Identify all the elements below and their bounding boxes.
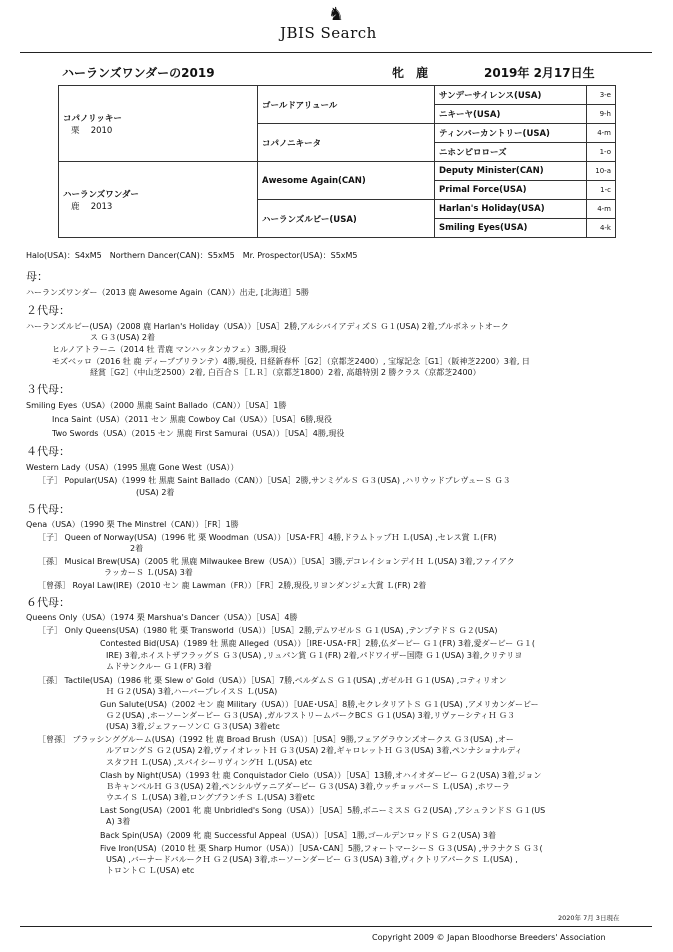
family-line: IRE) 3着,ホイストザフラッグＳ Ｇ３(USA) ,リュパン賞 Ｇ１(FR) 2着,パドワイザー国際 Ｇ１(USA) 3着,クリテリヨ	[106, 651, 523, 660]
family-line: Gun Salute(USA)（2002 セン 鹿 Military（USA））［UAE･USA］8勝,セクレタリアトＳ Ｇ１(USA) ,アメリカンダービー	[100, 700, 539, 709]
family-line: ＢキャンベルＨ Ｇ３(USA) 2着,ペンシルヴァニアダービー Ｇ３(USA) 3着,ウッチョッパーＳ Ｌ(USA) ,ホワーラ	[106, 782, 510, 791]
gg-cell: ニホンピロローズ	[435, 143, 587, 162]
dam-sire-cell: Awesome Again(CAN)	[258, 162, 435, 200]
copyright: Copyright 2009 © Japan Bloodhorse Breeders' Association	[372, 933, 606, 942]
family-line: Ｈ Ｇ２(USA) 3着,ハーバープレイスＳ Ｌ(USA)	[106, 687, 278, 696]
family-line: ヒルノアトラーニ（2014 牡 青鹿 マンハッタンカフェ）3勝,現役	[52, 345, 287, 354]
gg-cell: サンデーサイレンス(USA)	[435, 86, 587, 105]
gg-cell: Smiling Eyes(USA)	[435, 219, 587, 238]
family-line: ［曾孫］ ブラッシンググルーム(USA)（1992 牡 鹿 Broad Brush（USA））［USA］9勝,フェアグラウンズオークス Ｇ３(USA) ,オー	[38, 735, 514, 744]
family-line: モズベッロ（2016 牡 鹿 ディープブリランテ）4勝,現役, 日経新春杯［G2］（京都芝2400）, 宝塚記念［G1］（阪神芝2200）3着, 日	[52, 357, 530, 366]
birth-date: 2019年 2月17日生	[484, 66, 595, 80]
family-line: ラッカーＳ Ｌ(USA) 3着	[104, 568, 193, 577]
sire-name: コパノリッキー	[63, 113, 122, 124]
family-line: Smiling Eyes（USA）（2000 黒鹿 Saint Ballado（CAN））［USA］1勝	[26, 401, 287, 410]
family-line: Five Iron(USA)（2010 牡 栗 Sharp Humor（USA））［USA･CAN］5勝,フォートマーシーＳ Ｇ３(USA) ,サラナクＳ Ｇ３(	[100, 844, 543, 853]
family-line: スタフＨ Ｌ(USA) ,スパイシーリヴィングＨ Ｌ(USA) etc	[106, 758, 313, 767]
family-number: 1-c	[587, 181, 616, 200]
family-line: ［孫］ Musical Brew(USA)（2005 牝 黒鹿 Milwaukee Brew（USA））［USA］3勝,デコレイションデイＨ Ｌ(USA) 3着,ファイアク	[38, 557, 515, 566]
sire-sire-cell: ゴールドアリュール	[258, 86, 435, 124]
family-line: Queens Only（USA）（1974 栗 Marshua's Dancer（USA））［USA］4勝	[26, 613, 298, 622]
family-line: ルアロングＳ Ｇ２(USA) 2着,ヴァイオレットＨ Ｇ３(USA) 2着,ギャロレットＨ Ｇ３(USA) 3着,ペンナショナルディ	[106, 746, 523, 755]
logo-text: JBIS Search	[280, 24, 377, 42]
section-g5: ５代母：	[26, 503, 70, 516]
section-g4: ４代母：	[26, 445, 70, 458]
sex-color: 牝 鹿	[392, 66, 429, 80]
family-line: 2着	[130, 544, 144, 553]
family-number: 3-e	[587, 86, 616, 105]
family-line: Western Lady（USA）（1995 黒鹿 Gone West（USA））	[26, 463, 239, 472]
gg-cell: Primal Force(USA)	[435, 181, 587, 200]
family-line: Qena（USA）（1990 栗 The Minstrel（CAN））［FR］1勝	[26, 520, 239, 529]
family-number: 4-m	[587, 200, 616, 219]
family-line: Clash by Night(USA)（1993 牡 鹿 Conquistador Cielo（USA））［USA］13勝,オハイオダービー Ｇ２(USA) 3着,ジョン	[100, 771, 542, 780]
family-line: 経賞［G2］（中山芝2500）2着, 白百合Ｓ［ＬＲ］（京都芝1800）2着, 高雄特別 2 勝クラス（京都芝2400）	[90, 368, 481, 377]
sire-dam-cell: コパノニキータ	[258, 124, 435, 162]
family-line: ［孫］ Tactile(USA)（1986 牝 栗 Slew o' Gold（USA））［USA］7勝,ベルダムＳ Ｇ１(USA) ,ガゼルＨ Ｇ１(USA) ,コティリオン	[38, 676, 507, 685]
family-line: ハーランズルビー(USA)（2008 鹿 Harlan's Holiday（USA））［USA］2勝,アルシバイアディズＳ Ｇ１(USA) 2着,ブルボネットオーク	[26, 322, 509, 331]
section-g2: ２代母：	[26, 304, 70, 317]
report-date: 2020年 7月 3日現在	[558, 914, 620, 922]
dam-sub: 鹿 2013	[71, 201, 113, 212]
family-line: Contested Bid(USA)（1989 牡 黒鹿 Alleged（USA））［IRE･USA･FR］2勝,仏ダービー Ｇ１(FR) 3着,愛ダービー Ｇ１(	[100, 639, 535, 648]
family-line: USA) ,バーナードバルークＨ Ｇ２(USA) 3着,ホーソーンダービー Ｇ３(USA) 3着,ヴィクトリアパークＳ Ｌ(USA) ,	[106, 855, 518, 864]
family-number: 4-m	[587, 124, 616, 143]
gg-cell: ティンバーカントリー(USA)	[435, 124, 587, 143]
family-line: Last Song(USA)（2001 牝 鹿 Unbridled's Song（USA））［USA］5勝,ボニーミスＳ Ｇ２(USA) ,アシュランドＳ Ｇ１(US	[100, 806, 546, 815]
section-dam: 母：	[26, 270, 48, 283]
gg-cell: Harlan's Holiday(USA)	[435, 200, 587, 219]
family-line: A) 3着	[106, 817, 131, 826]
pedigree-table	[58, 85, 616, 238]
family-number: 9-h	[587, 105, 616, 124]
section-g3: ３代母：	[26, 383, 70, 396]
family-line: Back Spin(USA)（2009 牝 鹿 Successful Appeal（USA））［USA］1勝,ゴールデンロッドＳ Ｇ２(USA) 3着	[100, 831, 496, 840]
family-line: ［子］ Popular(USA)（1999 牡 黒鹿 Saint Ballado（CAN））［USA］2勝,サンミゲルＳ Ｇ３(USA) ,ハリウッドブレヴューＳ Ｇ３	[38, 476, 511, 485]
inbreeding-line: Halo(USA)：S4xM5 Northern Dancer(CAN)：S5xM5 Mr. Prospector(USA)：S5xM5	[26, 251, 358, 260]
family-number: 4-k	[587, 219, 616, 238]
family-line: ムドサンクルー Ｇ１(FR) 3着	[106, 662, 212, 671]
dam-dam-cell: ハーランズルビー(USA)	[258, 200, 435, 238]
dam-cell	[59, 162, 258, 238]
section-g6: ６代母：	[26, 596, 70, 609]
footer-divider	[20, 926, 652, 927]
family-line: ［曾孫］ Royal Law(IRE)（2010 セン 鹿 Lawman（FR））［FR］2勝,現役,リヨンダンジェ大賞 Ｌ(FR) 2着	[38, 581, 427, 590]
family-line: (USA) 2着	[136, 488, 175, 497]
family-line: ハーランズワンダー（2013 鹿 Awesome Again（CAN））出走, [北海道］5勝	[26, 288, 309, 297]
jbis-logo	[262, 4, 402, 48]
family-line: Ｇ２(USA) ,ホーソーンダービー Ｇ３(USA) ,ガルフストリームパークBCＳ Ｇ１(USA) 3着,リヴァーシティＨ Ｇ３	[106, 711, 515, 720]
header-divider	[20, 52, 652, 53]
family-line: ス Ｇ３(USA) 2着	[90, 333, 155, 342]
family-line: ［子］ Only Queens(USA)（1980 牝 栗 Transworld（USA））［USA］2勝,デムワゼルＳ Ｇ１(USA) ,テンプテドＳ Ｇ２(USA)	[38, 626, 498, 635]
horse-name: ハーランズワンダーの2019	[62, 66, 215, 80]
family-number: 10-a	[587, 162, 616, 181]
sire-sub: 栗 2010	[71, 125, 113, 136]
family-line: ［子］ Queen of Norway(USA)（1996 牝 栗 Woodman（USA））［USA･FR］4勝,ドラムトップＨ Ｌ(USA) ,セレス賞 Ｌ(FR)	[38, 533, 497, 542]
family-number: 1-o	[587, 143, 616, 162]
dam-name: ハーランズワンダー	[63, 189, 139, 200]
horse-logo-icon: ♞	[328, 4, 345, 25]
sire-cell	[59, 86, 258, 162]
gg-cell: Deputy Minister(CAN)	[435, 162, 587, 181]
family-line: Two Swords（USA）（2015 セン 黒鹿 First Samurai（USA））［USA］4勝,現役	[52, 429, 345, 438]
family-line: Inca Saint（USA）（2011 セン 黒鹿 Cowboy Cal（USA））［USA］6勝,現役	[52, 415, 332, 424]
family-line: ウエイＳ Ｌ(USA) 3着,ロングブランチＳ Ｌ(USA) 3着etc	[106, 793, 315, 802]
family-line: (USA) 3着,ジェファーソンＣ Ｇ３(USA) 3着etc	[106, 722, 280, 731]
family-line: トロントＣ Ｌ(USA) etc	[106, 866, 195, 875]
gg-cell: ニキーヤ(USA)	[435, 105, 587, 124]
